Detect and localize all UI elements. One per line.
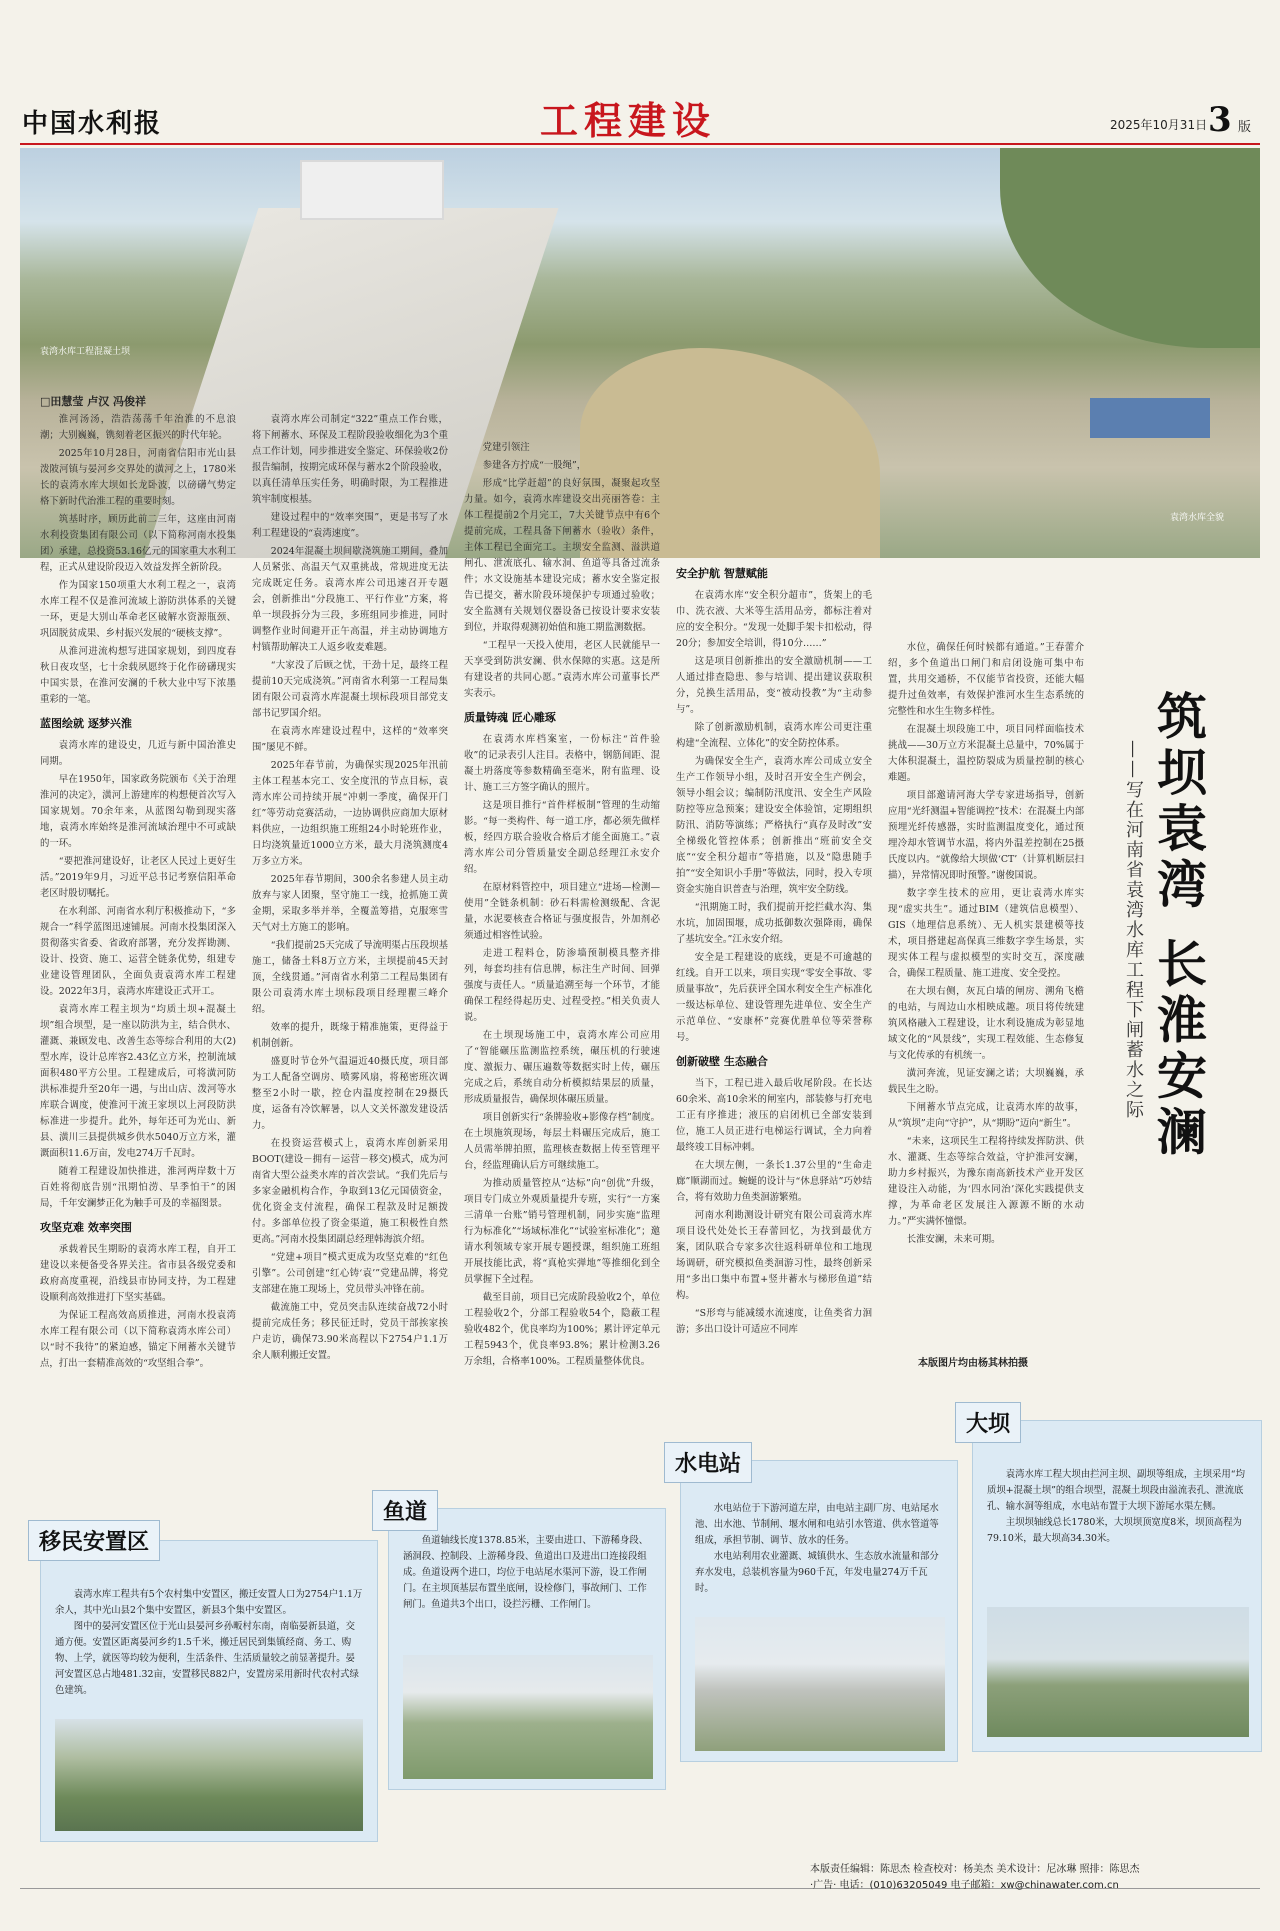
paragraph: 截至目前，项目已完成阶段验收2个，单位工程验收2个，分部工程验收54个，隐蔽工程验收482个，优良率均为100%；累计评定单元工程5943个，优良率93.8%；累计检测3.26万余组，合格率100%。工程质量整体优良。 <box>464 1292 660 1367</box>
info-box-fishway <box>388 1508 666 1790</box>
issue-date: 2025年10月31日 <box>1110 118 1208 132</box>
paragraph: 在大坝右侧，灰瓦白墙的闸房、溯角飞檐的电站，与周边山水相映成趣。项目将传统建筑风格融入工程建设，让水利设施成为彰显地域文化的“风景线”，实现工程效能、生态修复与文化传承的有机统一。 <box>888 986 1084 1061</box>
paragraph: 这是项目推行“首件样板制”管理的生动缩影。“每一类构件、每一道工序，都必须先做样板，经四方联合验收合格后才能全面施工。”袁湾水库公司分管质量安全副总经理江永安介绍。 <box>464 800 660 875</box>
section-title: 工程建设 <box>540 99 717 143</box>
paragraph: 党建引领注 <box>482 442 530 453</box>
newspaper-logo: 中国水利报 <box>22 109 163 139</box>
paragraph: 2025年10月28日，河南省信阳市光山县泼陂河镇与晏河乡交界处的潢河之上，1780米长的袁湾水库大坝如长龙卧波，以磅礴气势定格下新时代治淮工程的重要时刻。 <box>40 448 236 507</box>
paragraph: “大家没了后顾之忧，干劲十足，最终工程提前10天完成浇筑。”河南省水利第一工程局集团有限公司袁湾水库混凝土坝标段项目部党支部书记罗国介绍。 <box>252 660 448 719</box>
paragraph: 截流施工中，党员突击队连续奋战72小时提前完成任务；移民征迁时，党员干部挨家挨户走访，确保73.90米高程以下2754户1.1万余人顺利搬迁安置。 <box>252 1302 448 1361</box>
paragraph: 图中的晏河安置区位于光山县晏河乡孙畈村东南，南临晏新县道，交通方便。安置区距离晏河乡约1.5千米，搬迁居民到集镇经商、务工、购物、上学，就医等均较为便利，生活条件、生活质量较之前显著提升。晏河安置区总占地481.32亩，安置移民882户，安置房采用新时代农村式绿色建筑。 <box>55 1621 359 1696</box>
col1-paragraphs <box>40 412 236 708</box>
blue-roof-building <box>1090 398 1210 438</box>
paragraph: “党建+项目”模式更成为攻坚克难的“红色引擎”。公司创建“红心铸‘袁’”党建品牌，将党支部建在施工现场上，党员带头冲锋在前。 <box>252 1252 448 1295</box>
header-rule <box>20 143 1260 145</box>
info-box-hydropower <box>680 1460 958 1762</box>
article-column-1 <box>40 412 236 1482</box>
paragraph: 筑基时序，顾历此前二三年，这座由河南水利投资集团有限公司（以下简称河南水投集团）承建，总投资53.16亿元的国家重大水利工程，正式从建设阶段迈入效益发挥全新阶段。 <box>40 514 236 573</box>
paragraph: 2025年春节前，为确保实现2025年汛前主体工程基本完工、安全度汛的节点目标，袁湾水库公司持续开展“冲刺一季度，确保开门红”等劳动竞赛活动，一边协调供应商加大原材料供应，一边组织施工班组24小时轮班作业，日均浇筑量近1000立方米，最大月浇筑测度4万多立方米。 <box>252 760 448 867</box>
paragraph: 水电站利用农业灌溉、城镇供水、生态放水流量和部分弃水发电，总装机容量为960千瓦，年发电量274万千瓦时。 <box>695 1551 939 1594</box>
subhead-innovation: 创新破壁 生态融合 <box>676 1055 768 1068</box>
fishway-box-photo <box>403 1655 653 1779</box>
paragraph: 为保证工程高效高质推进，河南水投袁湾水库工程有限公司（以下简称袁湾水库公司）以“时不我待”的紧迫感，锚定下闸蓄水关键节点，打出一套精准高效的“攻坚组合拳”。 <box>40 1310 236 1369</box>
paragraph: 盛夏时节仓外气温逼近40摄氏度，项目部为工人配备空调房、喷雾风扇，将秘密班次调整至2小时一歇，控仓内温度控制在29摄氏度，运备有冷饮解暑，以人文关怀激发建设活力。 <box>252 1056 448 1131</box>
col5-paragraphs <box>888 640 1084 1248</box>
paragraph: 建设过程中的“效率突围”，更是书写了水利工程建设的“袁湾速度”。 <box>252 512 448 539</box>
col3-paragraphs <box>464 440 660 702</box>
paragraph: 袁湾水库工程主坝为“均质土坝+混凝土坝”组合坝型，是一座以防洪为主，结合供水、灌溉、兼顾发电、改善生态等综合利用的大(2)型水库，设计总库容2.43亿立方米，控制流域面积480平方公里。工程建成后，可将潢河防洪标准提升至20年一遇，与出山店、泼河等水库联合调度，使淮河干流王家坝以上河段防洪标准进一步提升。此外，每年还可为光山、新县、潢川三县提供城乡供水5040万立方米，灌溉面积11.6万亩，发电274万千瓦时。 <box>40 1004 236 1159</box>
paragraph: 在水利部、河南省水利厅积极推动下，“多规合一”科学蓝图迅速铺展。河南水投集团深入贯彻落实省委、省政府部署，充分发挥勘测、设计、投资、施工、运营全链条优势，组建专业建设管理团队，全面负责袁湾水库工程建设。2022年3月，袁湾水库建设正式开工。 <box>40 906 236 997</box>
box-title-hydropower: 水电站 <box>664 1442 752 1483</box>
paragraph: 2024年混凝土坝间歇浇筑施工期间，叠加人员紧张、高温天气双重挑战，常规进度无法完成既定任务。袁湾水库公司迅速召开专题会，创新推出“分段施工、平行作业”方案，将单一坝段拆分为三段，多班组同步推进，同时调整作业时间避开正午高温，并主动协调地方村镇帮助解决工人返乡收麦难题。 <box>252 546 448 653</box>
paragraph: 水电站位于下游河道左岸，由电站主副厂房、电站尾水池、出水池、节制闸、堰水闸和电站引水管道、供水管道等组成，承担节制、调节、放水的任务。 <box>695 1503 939 1546</box>
fishway-box-text <box>403 1533 653 1613</box>
paragraph: 除了创新激励机制，袁湾水库公司更注重构建“全流程、立体化”的安全防控体系。 <box>676 722 872 749</box>
paragraph: 承载着民生期盼的袁湾水库工程，自开工建设以来便备受各界关注。省市县各级党委和政府高度重视，沿线县市协同支持，为工程建设顺利高效推进打下坚实基础。 <box>40 1244 236 1303</box>
article-column-3 <box>464 440 660 1482</box>
paragraph: 袁湾水库工程大坝由拦河主坝、副坝等组成，主坝采用“均质坝+混凝土坝”的组合坝型，混凝土坝段由溢流表孔、泄流底孔、输水洞等组成，水电站布置于大坝下游尾水渠左侧。 <box>987 1469 1245 1512</box>
paragraph: 为推动质量管控从“达标”向“创优”升级，项目专门成立外观质量提升专班，实行“一方案三清单一台账”销号管理机制，同步实施“监理行为标准化”“场域标准化”“试验室标准化”；邀请水利领域专家开展专题授课，组织施工班组开展技能比武，将“真枪实弹地”等推细化到全员掌握下全过程。 <box>464 1178 660 1285</box>
col1b-paragraphs <box>40 738 236 1212</box>
paragraph: 随着工程建设加快推进，淮河两岸数十万百姓将彻底告别“汛期怕涝、旱季怕干”的困局，千年安澜梦正化为触手可及的幸福图景。 <box>40 1166 236 1209</box>
paragraph: 在投资运营模式上，袁湾水库创新采用BOOT(建设－拥有－运营－移交)模式，成为河南省大型公益类水库的首次尝试。“我们先后与多家金融机构合作，争取到13亿元国债资金，优化资金支付流程，确保工程款及时足额拨付。多部单位投了资金渠道，施工积极性自然更高。”河南水投集团副总经理韩海滨介绍。 <box>252 1138 448 1245</box>
hero-caption-left: 袁湾水库工程混凝土坝 <box>40 347 131 357</box>
paragraph: “S形弯与能减缓水流速度，让鱼类省力洄游；多出口设计可适应不同库 <box>676 1308 872 1335</box>
paragraph: 在袁湾水库档案室，一份标注“首件验收”的记录表引人注目。表格中，钢筋间距、混凝土坍落度等参数精确至毫米，附有监理、设计、施工三方签字确认的照片。 <box>464 734 660 793</box>
paragraph: 参建各方拧成“一股绳”， <box>482 460 587 471</box>
paragraph: “我们提前25天完成了导流明渠占压段坝基施工，储备土料8万立方米，主坝提前45天封顶，全线贯通。”河南省水利第二工程局集团有限公司袁湾水库土坝标段项目经理瞿三峰介绍。 <box>252 940 448 1015</box>
hydropower-box-photo <box>695 1617 945 1751</box>
paragraph: 这是项目创新推出的安全激励机制——工人通过排查隐患、参与培训、提出建议获取积分，兑换生活用品，变“被动投教”为“主动参与”。 <box>676 656 872 715</box>
col2-paragraphs <box>252 412 448 1364</box>
info-box-dam <box>972 1420 1262 1752</box>
hydropower-box-text <box>695 1501 945 1597</box>
paragraph: 在土坝现场施工中，袁湾水库公司应用了“智能碾压监测监控系统，碾压机的行驶速度、激振力、碾压遍数等数据实时上传，碾压完成之后，系统自动分析模拟结果层的质量，形成质量报告，确保坝体碾压质量。 <box>464 1030 660 1105</box>
paragraph: “要把淮河建设好，让老区人民过上更好生活。”2019年9月，习近平总书记考察信阳革命老区时殷切嘱托。 <box>40 856 236 899</box>
paragraph: 从淮河进流构想写进国家规划，到四度春秋日夜攻坚，七十余载夙愿终于化作磅礴现实中国实景，在淮河安澜的千秋大业中写下浓墨重彩的一笔。 <box>40 646 236 705</box>
box-title-resettlement: 移民安置区 <box>28 1520 160 1561</box>
paragraph: 为确保安全生产，袁湾水库公司成立安全生产工作领导小组，及时召开安全生产例会，领导小组会议；编制防汛度汛、安全生产风险防控等应急预案；建设安全体验馆，定期组织防汛、消防等演练；严格执行“真存及时改”安全梯级化管控体系；创新推出“班前安全交底”“安全积分超市”等措施，以及“隐患随手拍”“安全知识小手册”等做法，同时，投入专项资金实施自识普查与治理，筑牢安全防线。 <box>676 756 872 895</box>
info-box-resettlement <box>40 1540 378 1842</box>
paragraph: 在原材料管控中，项目建立“进场—检测—使用”全链条机制：砂石料需检测级配、含泥量，水泥要核查合格证与强度报告，外加剂必须通过相容性试验。 <box>464 882 660 941</box>
paragraph: 当下，工程已进入最后收尾阶段。在长达60余米、高10余米的闸室内，部装修与打充电工正有序推进；液压的启闭机已全部安装到位，施工人员正进行电梯运行调试，全力向着最终竣工目标冲刺。 <box>676 1078 872 1153</box>
paragraph: 数字孪生技术的应用，更让袁湾水库实现“虚实共生”。通过BIM（建筑信息模型）、GIS（地理信息系统）、无人机实景建模等技术，项目搭建起高保真三维数字孪生场景，实现实体工程与虚拟模型的实时交互，深度融合，确保工程质量、施工进度、安全受控。 <box>888 888 1084 979</box>
paragraph: 淮河汤汤，浩浩荡荡千年治淮的不息浪潮；大别巍巍，镌刻着老区振兴的时代年轮。 <box>40 414 236 441</box>
paragraph: 河南水利勘测设计研究有限公司袁湾水库项目设代处处长王春蕾回忆，为找到最优方案，团队联合专家多次往返科研单位和工地现场调研，研究模拟鱼类洄游习性，最终创新采用“多出口集中布置+竖井蓄水与梯形鱼道”结构。 <box>676 1210 872 1301</box>
byline: □田慧莹 卢汉 冯俊祥 <box>40 395 147 408</box>
subhead-efficiency: 攻坚克难 效率突围 <box>40 1221 132 1234</box>
paragraph: 鱼道轴线长度1378.85米，主要由进口、下游稀身段、涵洞段、控制段、上游稀身段、鱼道出口及进出口连接段组成。鱼道设两个进口，均位于电站尾水渠河下游，设工作闸门。在主坝顶基层布置坐底闸，设检修门，事故闸门、工作闸门。鱼道共3个出口，设拦污栅、工作闸门。 <box>403 1535 649 1610</box>
box-title-fishway: 鱼道 <box>372 1490 438 1531</box>
col4b-paragraphs <box>676 1076 872 1338</box>
paragraph: 在大坝左侧，一条长1.37公里的“生命走廊”顺湖而过。蜿蜒的设计与“休息驿站”巧妙结合，将有效助力鱼类洄游繁殖。 <box>676 1160 872 1203</box>
article-headline: 筑坝袁湾 长淮安澜 <box>1149 690 1207 1162</box>
dam-box-photo <box>987 1607 1249 1737</box>
dam-building <box>300 160 444 220</box>
hillside <box>1000 148 1260 348</box>
paragraph: 在袁湾水库建设过程中，这样的“效率突围”屡见不鲜。 <box>252 726 448 753</box>
paragraph: 水位，确保任何时候都有通道。”王春蕾介绍，多个鱼道出口闸门和启闭设施可集中布置，共用交通桥，不仅能节省投资，还能大幅提升过鱼效率，有效保护淮河水生生态系统的完整性和水生生物多样性。 <box>888 642 1084 717</box>
paragraph: 袁湾水库公司制定“322”重点工作台账，将下闸蓄水、环保及工程阶段验收细化为3个重点工作计划，同步推进安全鉴定、环保验收2份报告编制，按期完成环保与蓄水2个阶段验收，以真任清单压实任务，明确时限，为工程推进筑牢制度根基。 <box>252 414 448 505</box>
subhead-quality: 质量铸魂 匠心雕琢 <box>464 711 556 724</box>
paragraph: 在袁湾水库“安全积分超市”，货架上的毛巾、洗衣液、大米等生活用品旁，都标注着对应的安全积分。“发现一处脚手架卡扣松动，得20分；参加安全培训，得10分……” <box>676 590 872 649</box>
article-subheadline: ——写在河南省袁湾水库工程下闸蓄水之际 <box>1123 740 1144 1120</box>
subhead-blueprint: 蓝图绘就 逐梦兴淮 <box>40 717 132 730</box>
paragraph: 早在1950年，国家政务院颁布《关于治理淮河的决定》，潢河上游建库的构想便首次写入国家规划。70余年来，从蓝图勾勒到现实落地，袁湾水库始终是淮河流域治理中不可或缺的一环。 <box>40 774 236 849</box>
article-column-4 <box>676 558 872 1338</box>
paragraph: 潢河奔流，见证安澜之诺；大坝巍巍，承载民生之盼。 <box>888 1068 1084 1095</box>
subhead-safety: 安全护航 智慧赋能 <box>676 567 768 580</box>
paragraph: 长淮安澜，未来可期。 <box>906 1234 1001 1245</box>
col1c-paragraphs <box>40 1242 236 1372</box>
paragraph: 在混凝土坝段施工中，项目同样面临技术挑战——30万立方米混凝土总量中，70%属于大体积混凝土，温控防裂成为质量控制的核心难题。 <box>888 724 1084 783</box>
paragraph: 下闸蓄水节点完成，让袁湾水库的故事，从“筑坝”走向“守护”，从“期盼”迈向“新生”。 <box>888 1102 1084 1129</box>
resettlement-box-text <box>55 1587 363 1699</box>
article-column-2 <box>252 412 448 1482</box>
paragraph: 项目部邀请河海大学专家进场指导，创新应用“光纤测温+智能调控”技术：在混凝土内部预埋光纤传感器，实时监测温度变化，通过预埋冷却水管调节水温，将内外温差控制在25摄氏度以内。“就像给大坝做‘CT’（计算机断层扫描），异常情况即时预警。”谢俊国说。 <box>888 790 1084 881</box>
paragraph: 作为国家150项重大水利工程之一，袁湾水库工程不仅是淮河流域上游防洪体系的关键一环，更是大别山革命老区破解水资源瓶颈、巩固脱贫成果、乡村振兴发展的“硬核支撑”。 <box>40 580 236 639</box>
box-title-dam: 大坝 <box>955 1402 1021 1443</box>
paragraph: 袁湾水库的建设史，几近与新中国治淮史同期。 <box>40 740 236 767</box>
article-column-5 <box>888 640 1084 1340</box>
resettlement-box-photo <box>55 1719 363 1831</box>
paragraph: “未来，这项民生工程将持续发挥防洪、供水、灌溉、生态等综合效益，守护淮河安澜，助力乡村振兴，为豫东南高新技术产业开发区建设注入动能，为‘四水同治’深化实践提供支撑，为革命老区发展注入源源不断的水动力。”严实满怀憧憬。 <box>888 1136 1084 1227</box>
col4-paragraphs <box>676 588 872 1046</box>
paragraph: 项目创新实行“条牌验收+影像存档”制度。在土坝施筑现场，每层土料碾压完成后，施工人员需举牌拍照，监理核查数据上传至管理平台，经监理确认后方可继续施工。 <box>464 1112 660 1171</box>
footer-contact: ·广告· 电话：(010)63205049 电子邮箱：xw@chinawater.com.cn <box>810 1880 1119 1891</box>
paragraph: “汛期施工时，我们提前开挖拦截水沟、集水坑，加固围堰，成功抵御数次强降雨，确保了基坑安全。”江永安介绍。 <box>676 902 872 945</box>
hero-caption-right: 袁湾水库全貌 <box>1170 513 1225 523</box>
paragraph: 安全是工程建设的底线，更是不可逾越的红线。自开工以来，项目实现“零安全事故、零质量事故”，先后获评全国水利安全生产标准化一级达标单位、建设管理先进单位、安全生产示范单位、“安康杯”竞赛优胜单位等荣誉称号。 <box>676 952 872 1043</box>
paragraph: 主坝坝轴线总长1780米，大坝坝顶宽度8米，坝顶高程为79.10米，最大坝高34.30米。 <box>987 1517 1242 1544</box>
photo-credit: 本版图片均由杨其林拍摄 <box>918 1358 1028 1369</box>
paragraph: 袁湾水库工程共有5个农村集中安置区，搬迁安置人口为2754户1.1万余人，其中光山县2个集中安置区，新县3个集中安置区。 <box>55 1589 363 1616</box>
paragraph: 走进工程料仓，防渗墙预制模具整齐排列，每套均挂有信息牌，标注生产时间、回弹强度与责任人。“质量追溯至每一个环节，才能确保工程经得起历史、过程受控。”相关负责人说。 <box>464 948 660 1023</box>
col3b-paragraphs <box>464 732 660 1370</box>
paragraph: 效率的提升，既缘于精准施策，更得益于机制创新。 <box>252 1022 448 1049</box>
dam-box-text <box>987 1467 1249 1547</box>
paragraph: 形成“比学赶超”的良好氛围，凝聚起攻坚力量。如今，袁湾水库建设交出亮丽答卷：主体工程提前2个月完工，7大关键节点中有6个提前完成，工程具备下闸蓄水（验收）条件，主体工程已全面完工。主坝安全监测、溢洪道闸孔、泄流底孔、输水洞、鱼道等具备过流条件；水文设施基本建设完成；蓄水安全鉴定报告已提交，蓄水阶段环境保护专项通过验收；安全监测有关规划仪器设备已按设计要求安装到位，并取得观测初始值和施工期监测数据。 <box>464 478 660 633</box>
footer-editors: 本版责任编辑：陈思杰 检查校对：杨美杰 美术设计：尼冰琳 照排：陈思杰 <box>810 1864 1140 1875</box>
page-label: 版 <box>1238 120 1252 135</box>
page-number: 3 <box>1208 100 1232 140</box>
paragraph: “工程早一天投入使用，老区人民就能早一天享受到防洪安澜、供水保障的实惠。这是所有建设者的共同心愿。”袁湾水库公司董事长严实表示。 <box>464 640 660 699</box>
paragraph: 2025年春节期间，300余名参建人员主动放弃与家人团聚，坚守施工一线，抢抓施工黄金期，采取多举并举，全覆盖筹措，克服寒雪天气对土方施工的影响。 <box>252 874 448 933</box>
